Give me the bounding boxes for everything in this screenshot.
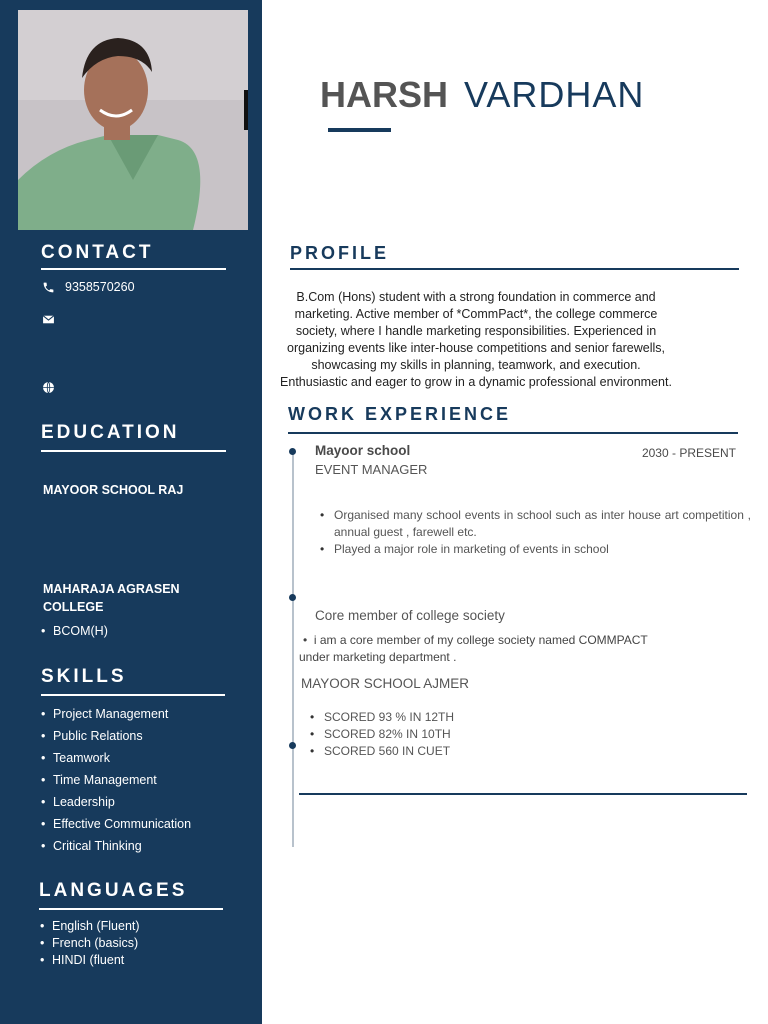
list-item: • Organised many school events in school such as inter house art competition , annual guest , farewell etc. <box>334 507 751 541</box>
bottom-divider <box>299 793 747 795</box>
timeline-line <box>292 452 294 847</box>
education-entry-2: MAHARAJA AGRASEN COLLEGE <box>43 582 180 614</box>
list-item: • SCORED 82% IN 10TH <box>324 726 454 743</box>
skills-divider <box>41 694 225 696</box>
contact-email <box>41 312 55 326</box>
education-divider <box>41 450 226 452</box>
job-2-bullet <box>303 632 648 649</box>
job-1-role: EVENT MANAGER <box>315 462 428 477</box>
skill-item: • Project Management <box>53 703 191 725</box>
sidebar <box>0 0 262 1024</box>
profile-divider <box>290 268 739 270</box>
education-entry-1: MAYOOR SCHOOL RAJ <box>43 483 184 497</box>
education-entry-2-details <box>41 624 108 638</box>
contact-heading: CONTACT <box>41 242 154 263</box>
job-1-title: Mayoor school <box>315 443 411 458</box>
bullet-icon: • <box>303 633 314 647</box>
contact-phone <box>41 280 135 294</box>
timeline-dot <box>289 742 296 749</box>
skills-heading: SKILLS <box>41 666 127 687</box>
first-name: HARSH <box>320 74 449 115</box>
skill-item: • Public Relations <box>53 725 191 747</box>
skill-item: • Time Management <box>53 769 191 791</box>
list-item: • BCOM(H) <box>53 624 108 638</box>
skill-item: • Leadership <box>53 791 191 813</box>
language-item: • English (Fluent) <box>52 918 140 935</box>
phone-icon <box>41 280 55 294</box>
list-item: • Played a major role in marketing of events in school <box>334 541 751 558</box>
timeline-dot <box>289 594 296 601</box>
job-3-title: MAYOOR SCHOOL AJMER <box>301 676 470 691</box>
language-item: • HINDI (fluent <box>52 952 140 969</box>
skill-item: • Effective Communication <box>53 813 191 835</box>
job-2-title: Core member of college society <box>315 608 505 623</box>
job-2-continuation: under marketing department . <box>299 650 457 664</box>
job-2-bullet-text: i am a core member of my college society named COMMPACT <box>313 633 648 647</box>
languages-divider <box>39 908 223 910</box>
contact-divider <box>41 268 226 270</box>
profile-summary: B.Com (Hons) student with a strong foundation in commerce and marketing. Active member of *CommPact*, the college commerce society, where I handle marketing responsibilities. Experienced in organizing events like inter-house competitions and senior farewells, showcasing my skills in planning, teamwork, and execution. Enthusiastic and eager to grow in a dynamic professional environment. <box>280 290 672 389</box>
profile-heading: PROFILE <box>290 243 390 263</box>
envelope-icon <box>41 312 55 326</box>
education-heading: EDUCATION <box>41 422 180 443</box>
full-name <box>320 74 644 116</box>
timeline-dot <box>289 448 296 455</box>
work-experience-divider <box>288 432 738 434</box>
languages-list <box>40 918 140 969</box>
name-underline <box>328 128 391 132</box>
phone-number[interactable]: 9358570260 <box>65 280 135 294</box>
list-item: • SCORED 560 IN CUET <box>324 743 454 760</box>
job-3-bullets <box>308 709 454 760</box>
language-item: • French (basics) <box>52 935 140 952</box>
skill-item: • Teamwork <box>53 747 191 769</box>
job-1-date: 2030 - PRESENT <box>641 446 736 460</box>
languages-heading: LANGUAGES <box>39 880 188 901</box>
globe-icon <box>41 380 55 394</box>
job-1-bullets <box>318 507 751 558</box>
list-item: • SCORED 93 % IN 12TH <box>324 709 454 726</box>
skill-item: • Critical Thinking <box>53 835 191 857</box>
profile-photo <box>18 10 248 230</box>
work-experience-heading: WORK EXPERIENCE <box>288 404 512 424</box>
contact-website <box>41 380 55 394</box>
skills-list <box>41 703 191 857</box>
last-name: VARDHAN <box>464 74 645 115</box>
